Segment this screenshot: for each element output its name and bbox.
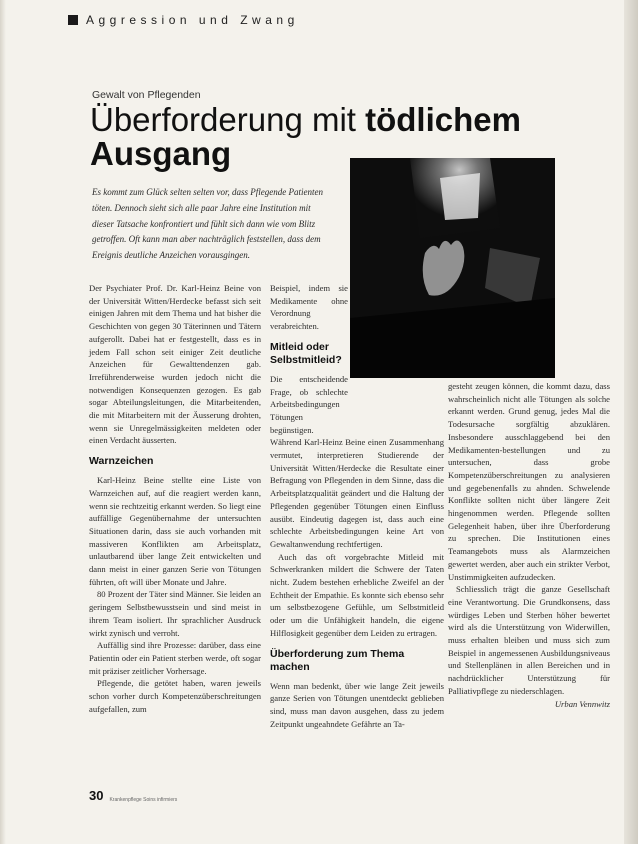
paragraph: Der Psychiater Prof. Dr. Karl-Heinz Beine von der Universität Witten/Herdecke befasst sich seit einigen Jahren mit dem Thema und hat bisher die Geschichten von gegen 30 Täterinnen und Tätern aufgerollt. Dabei hat er festgestellt, dass es in jedem Fall schon seit einiger Zeit deutliche Anzeichen für Gewalttendenzen gab. Irreführenderweise wurden jedoch nicht die notwendigen Konsequenzen gezogen. Es gab sogar Abteilungsleitungen, die Mitarbeitenden, die mit Mitarbeitern mit der Äusserung drohten, wenn sie Unregelmässigkeiten meldeten oder einen Verdacht äusserten. [89, 283, 261, 446]
article-column-1 [89, 282, 261, 716]
article-column-3 [448, 380, 610, 710]
section-square-icon [68, 15, 78, 25]
paragraph: Schliesslich trägt die ganze Gesellschaft eine Verantwortung. Die Grundkonsens, dass würdiges Leben und Sterben höher bewertet wird als die Unterstützung von Widerwillen, muss erhalten bleiben und muss sich zum Beispiel in angemessenen Ausbildungsniveaus und Stellenplänen in allen Bereichen und in nachdrücklicher Unterstützung für Palliativpflege zu niederschlagen. [448, 584, 610, 696]
article-lead: Es kommt zum Glück selten selten vor, dass Pflegende Patienten töten. Dennoch sieht sich alle paar Jahre eine Institution mit dieser Tatsache konfrontiert und fühlt sich dann wie vom Blitz getroffen. Oft kann man aber nachträglich feststellen, dass dem Ereignis deutliche Anzeichen vorausgingen. [92, 187, 323, 261]
headline-bold-1: tödlichem [365, 101, 521, 138]
paragraph: Karl-Heinz Beine stellte eine Liste von Warnzeichen auf, auf die reagiert werden kann, wenn sie rechtzeitig erkannt werden. So liegt eine auffällige Gegenübernahme der untersuchten Situationen darin, dass sie auch vorhanden mit massiveren Konflikten am Arbeitsplatz, unlautbarend über lange Zeit entwickelten und dann meist in einer ganzen Serie von Tötungen führten, oft will über Monate und Jahre. [89, 475, 261, 587]
paragraph: Wenn man bedenkt, über wie lange Zeit jeweils ganze Serien von Tötungen unentdeckt geblieben sind, muss man davon ausgehen, dass zu jedem Zeitpunkt ungeahndete Gefährte an Ta- [270, 680, 444, 729]
subheading-ueberforderung: Überforderung zum Thema machen [270, 647, 405, 673]
publication-name: Krankenpflege Soins infirmiers [109, 796, 178, 803]
subheading-mitleid: Mitleid oder Selbstmitleid? [270, 340, 342, 366]
paragraph: Pflegende, die getötet haben, waren jeweils schon vorher durch Kompetenzüberschreitungen aufgefallen, zum [89, 678, 261, 714]
page-footer [89, 788, 189, 803]
paragraph: gesteht zeugen können, die kommt dazu, dass wahrscheinlich nicht alle Tötungen als solche erkannt werden. Grund genug, jedes Mal die Todesursache sorgfältig abzuklären. Insbesondere ausschlaggebend bei den Medikamenten-bestellungen und zu untersuchen, dass grobe Kompetenzüberschreitungen zu analysieren und gegebenenfalls zu ahnden. Schwelende Konflikte sollten nicht über längere Zeit hingenommen werden. Pflegende sollten Gelegenheit haben, über ihre Überforderung zu sprechen. Die Institutionen eines Teamangebots muss als Alarmzeichen gewertet werden, aber auch ein strikter Verbot, Unstimmigkeiten aufzudecken. [448, 381, 610, 582]
paragraph: Während Karl-Heinz Beine einen Zusammenhang vermutet, interpretieren Studierende der Universität Witten/Herdecke die Resultate einer Befragung von Pflegenden in dem Sinne, dass die Arbeitsplatzqualität geändert und die Haltung der Pflegenden gegenüber Tötungen einen Einfluss ausübt. Eindeutig dagegen ist, dass auch eine schlechte Arbeitsbedingungen keine Art von Gewaltanwendung rechtfertigen. [270, 437, 444, 549]
paragraph: Auffällig sind ihre Prozesse: darüber, dass eine Patientin oder ein Patient sterben werde, oft sogar mit präziser zeitlicher Vorhersage. [89, 640, 261, 676]
paragraph: Beispiel, indem sie Medikamente ohne Verordnung verabreichten. [270, 283, 348, 332]
page-shadow-right [624, 0, 638, 844]
section-title: Aggression und Zwang [86, 13, 299, 27]
article-column-2 [270, 282, 444, 730]
article-author: Urban Vennwitz [554, 698, 610, 709]
headline-bold-2: Ausgang [90, 135, 232, 172]
section-header [68, 13, 299, 27]
page-number: 30 [89, 788, 104, 803]
subheading-warnzeichen: Warnzeichen [89, 455, 154, 468]
article-overline: Gewalt von Pflegenden [92, 89, 201, 101]
headline-light: Überforderung mit [90, 101, 366, 138]
paragraph: 80 Prozent der Täter sind Männer. Sie leiden an geringem Selbstbewusstsein und sind meist in ihrem Team isoliert. Ihr sprachlicher Ausdruck wirkt zynisch und verroht. [89, 589, 261, 638]
paragraph: Die entscheidende Frage, ob schlechte Arbeitsbedingungen Tötungen begünstigen. [270, 373, 348, 435]
paragraph: Auch das oft vorgebrachte Mitleid mit Schwerkranken mildert die Schwere der Taten nicht. Zudem bestehen erhebliche Zweifel an der Echtheit der Empathie. Es konnte sich ebenso sehr um selbstbezogene Gefühle, um Selbstmitleid oder um die Unfähigkeit handeln, die eigene Hilflosigkeit gegenüber dem Leiden zu ertragen. [270, 551, 444, 638]
page-shadow-left [0, 0, 6, 844]
